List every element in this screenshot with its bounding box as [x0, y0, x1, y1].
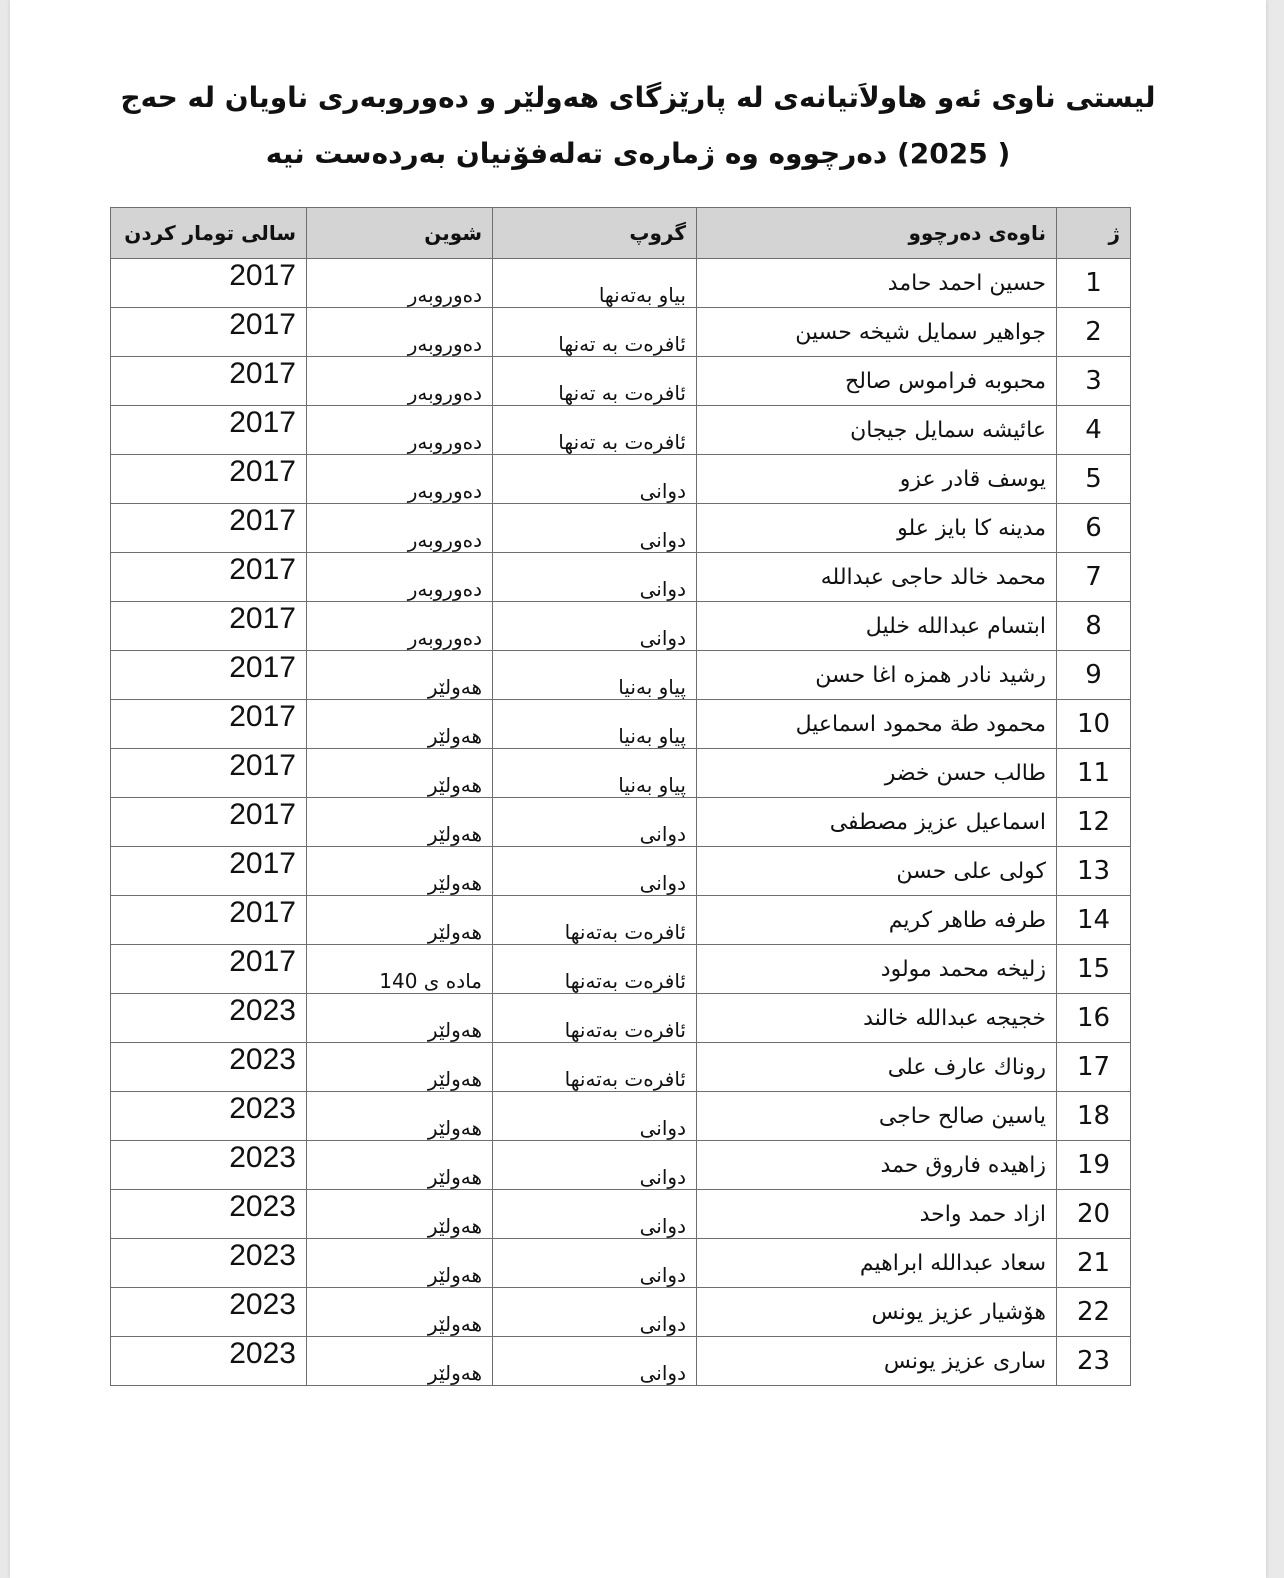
cell-place: هەولێر [307, 1092, 493, 1141]
table-row [111, 1337, 1131, 1386]
cell-year: 2017 [111, 455, 307, 504]
cell-year: 2017 [111, 602, 307, 651]
cell-name: یوسف قادر عزو [697, 455, 1057, 504]
cell-place: هەولێر [307, 798, 493, 847]
cell-place: هەولێر [307, 651, 493, 700]
cell-year: 2023 [111, 1190, 307, 1239]
cell-name: یاسین صالح حاجی [697, 1092, 1057, 1141]
cell-name: ابتسام عبداللە خلیل [697, 602, 1057, 651]
cell-num: 14 [1057, 896, 1131, 945]
cell-name: زاهیده فاروق حمد [697, 1141, 1057, 1190]
cell-place: دەوروبەر [307, 357, 493, 406]
cell-year: 2017 [111, 798, 307, 847]
cell-num: 3 [1057, 357, 1131, 406]
cell-group: ئافرەت بە تەنها [493, 357, 697, 406]
title-line-2: ( 2025) دەرچووە وە ژمارەی تەلەفۆنیان بەردەست نیە [265, 137, 1011, 170]
document-title [10, 70, 1266, 182]
cell-name: ازاد حمد واحد [697, 1190, 1057, 1239]
cell-name: هۆشیار عزیز یونس [697, 1288, 1057, 1337]
table-row [111, 1239, 1131, 1288]
table-row [111, 1288, 1131, 1337]
cell-name: عائیشە سمایل جیجان [697, 406, 1057, 455]
table-row [111, 259, 1131, 308]
cell-year: 2017 [111, 651, 307, 700]
cell-group: پیاو بەنیا [493, 749, 697, 798]
cell-num: 2 [1057, 308, 1131, 357]
cell-num: 23 [1057, 1337, 1131, 1386]
cell-place: هەولێر [307, 994, 493, 1043]
cell-year: 2023 [111, 1092, 307, 1141]
cell-group: دوانی [493, 602, 697, 651]
cell-year: 2023 [111, 994, 307, 1043]
cell-name: روناك عارف علی [697, 1043, 1057, 1092]
cell-num: 1 [1057, 259, 1131, 308]
cell-name: محمود طة محمود اسماعیل [697, 700, 1057, 749]
cell-num: 16 [1057, 994, 1131, 1043]
cell-place: دەوروبەر [307, 553, 493, 602]
document-page [10, 0, 1266, 1578]
cell-name: طالب حسن خضر [697, 749, 1057, 798]
cell-year: 2023 [111, 1043, 307, 1092]
table-row [111, 945, 1131, 994]
cell-year: 2017 [111, 308, 307, 357]
cell-year: 2023 [111, 1288, 307, 1337]
cell-group: پیاو بەنیا [493, 700, 697, 749]
cell-year: 2023 [111, 1239, 307, 1288]
cell-num: 22 [1057, 1288, 1131, 1337]
table-row [111, 455, 1131, 504]
cell-place: هەولێر [307, 1141, 493, 1190]
cell-name: طرفه طاهر کریم [697, 896, 1057, 945]
table-row [111, 504, 1131, 553]
table-row [111, 1043, 1131, 1092]
cell-num: 18 [1057, 1092, 1131, 1141]
cell-year: 2017 [111, 553, 307, 602]
cell-group: ئافرەت بەتەنها [493, 945, 697, 994]
cell-place: هەولێر [307, 896, 493, 945]
cell-year: 2017 [111, 896, 307, 945]
table-row [111, 406, 1131, 455]
cell-place: هەولێر [307, 847, 493, 896]
cell-group: بیاو بەتەنها [493, 259, 697, 308]
cell-name: رشید نادر همزه اغا حسن [697, 651, 1057, 700]
table-row [111, 994, 1131, 1043]
cell-name: مدینە کا بایز علو [697, 504, 1057, 553]
cell-group: دوانی [493, 1141, 697, 1190]
cell-num: 13 [1057, 847, 1131, 896]
table-row [111, 798, 1131, 847]
cell-num: 12 [1057, 798, 1131, 847]
cell-year: 2017 [111, 945, 307, 994]
cell-name: کولی علی حسن [697, 847, 1057, 896]
hajj-list-table [110, 207, 1131, 1386]
cell-place: هەولێر [307, 1337, 493, 1386]
cell-num: 9 [1057, 651, 1131, 700]
cell-place: دەوروبەر [307, 602, 493, 651]
cell-group: ئافرەت بە تەنها [493, 308, 697, 357]
table-row [111, 602, 1131, 651]
table-row [111, 357, 1131, 406]
cell-group: دوانی [493, 504, 697, 553]
header-name: ناوەی دەرچوو [697, 208, 1057, 259]
cell-year: 2023 [111, 1141, 307, 1190]
cell-year: 2017 [111, 847, 307, 896]
cell-group: پیاو بەنیا [493, 651, 697, 700]
cell-num: 5 [1057, 455, 1131, 504]
table-row [111, 553, 1131, 602]
cell-name: محمد خالد حاجی عبداللە [697, 553, 1057, 602]
table-body [111, 259, 1131, 1386]
cell-group: دوانی [493, 553, 697, 602]
cell-name: محبوبە فراموس صالح [697, 357, 1057, 406]
cell-num: 8 [1057, 602, 1131, 651]
table-row [111, 749, 1131, 798]
cell-num: 7 [1057, 553, 1131, 602]
cell-year: 2017 [111, 749, 307, 798]
cell-year: 2017 [111, 504, 307, 553]
cell-group: دوانی [493, 1190, 697, 1239]
table-row [111, 700, 1131, 749]
table-row [111, 1092, 1131, 1141]
table-row [111, 896, 1131, 945]
cell-num: 10 [1057, 700, 1131, 749]
header-year: سالی تومار كردن [111, 208, 307, 259]
header-group: گروپ [493, 208, 697, 259]
cell-name: خجیجه عبدالله خالند [697, 994, 1057, 1043]
cell-num: 11 [1057, 749, 1131, 798]
table-row [111, 847, 1131, 896]
cell-place: دەوروبەر [307, 455, 493, 504]
table-row [111, 651, 1131, 700]
cell-num: 21 [1057, 1239, 1131, 1288]
cell-name: اسماعیل عزیز مصطفی [697, 798, 1057, 847]
cell-num: 4 [1057, 406, 1131, 455]
cell-group: دوانی [493, 1239, 697, 1288]
cell-group: دوانی [493, 1288, 697, 1337]
cell-place: دەوروبەر [307, 504, 493, 553]
cell-year: 2017 [111, 357, 307, 406]
cell-place: هەولێر [307, 1043, 493, 1092]
cell-num: 17 [1057, 1043, 1131, 1092]
cell-name: جواهیر سمایل شیخە حسین [697, 308, 1057, 357]
cell-group: ئافرەت بەتەنها [493, 994, 697, 1043]
cell-group: ئافرەت بە تەنها [493, 406, 697, 455]
header-place: شوین [307, 208, 493, 259]
cell-year: 2017 [111, 700, 307, 749]
cell-year: 2023 [111, 1337, 307, 1386]
cell-name: سعاد عبدالله ابراهیم [697, 1239, 1057, 1288]
cell-name: زلیخه محمد مولود [697, 945, 1057, 994]
cell-place: هەولێر [307, 700, 493, 749]
cell-place: هەولێر [307, 1190, 493, 1239]
cell-group: ئافرەت بەتەنها [493, 896, 697, 945]
cell-year: 2017 [111, 406, 307, 455]
cell-place: دەوروبەر [307, 259, 493, 308]
cell-num: 15 [1057, 945, 1131, 994]
table-row [111, 308, 1131, 357]
cell-name: حسین احمد حامد [697, 259, 1057, 308]
cell-place: هەولێر [307, 1288, 493, 1337]
cell-group: دوانی [493, 1092, 697, 1141]
cell-num: 19 [1057, 1141, 1131, 1190]
cell-group: دوانی [493, 1337, 697, 1386]
table-header-row [111, 208, 1131, 259]
table-row [111, 1190, 1131, 1239]
cell-place: هەولێر [307, 749, 493, 798]
cell-name: ساری عزیز یونس [697, 1337, 1057, 1386]
title-line-1: لیستی ناوی ئەو هاولاَتیانەی لە پارێزگای هەولێر و دەوروبەری ناویان لە حەج [120, 81, 1156, 114]
table-row [111, 1141, 1131, 1190]
header-num: ژ [1057, 208, 1131, 259]
cell-group: دوانی [493, 798, 697, 847]
cell-num: 20 [1057, 1190, 1131, 1239]
cell-group: دوانی [493, 455, 697, 504]
cell-year: 2017 [111, 259, 307, 308]
cell-place: دەوروبەر [307, 308, 493, 357]
cell-place: هەولێر [307, 1239, 493, 1288]
cell-num: 6 [1057, 504, 1131, 553]
cell-place: ماده ی 140 [307, 945, 493, 994]
cell-group: دوانی [493, 847, 697, 896]
cell-place: دەوروبەر [307, 406, 493, 455]
cell-group: ئافرەت بەتەنها [493, 1043, 697, 1092]
